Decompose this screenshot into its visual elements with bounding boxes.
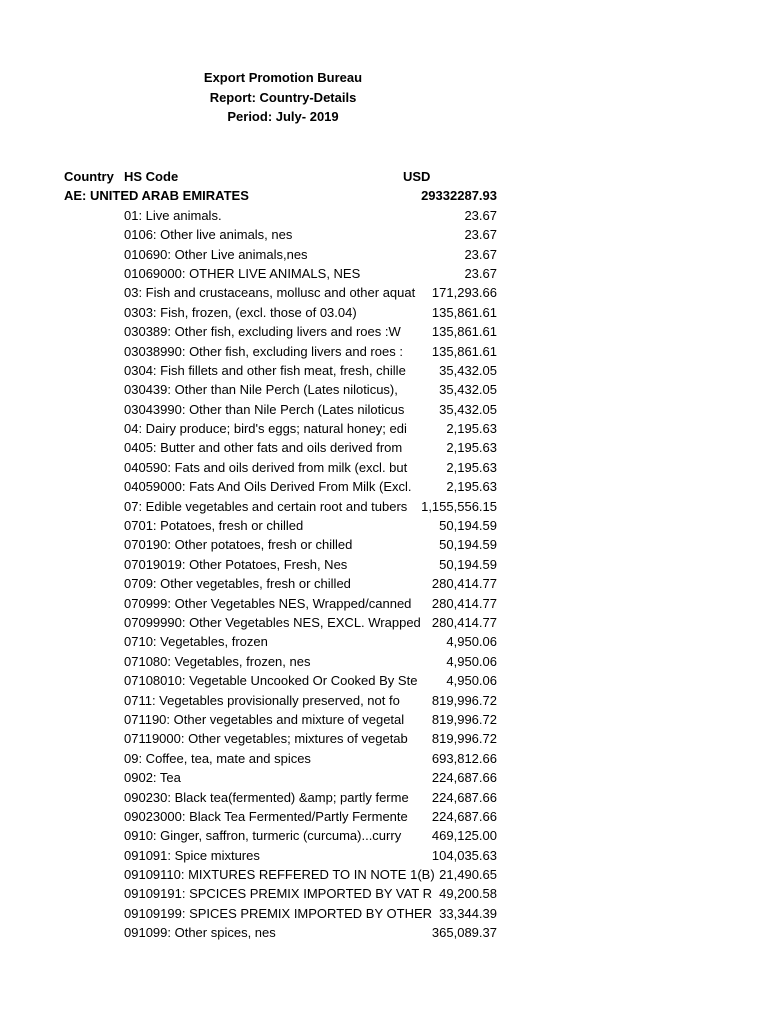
usd-value: 23.67: [464, 207, 497, 223]
usd-value: 693,812.66: [431, 750, 497, 766]
hs-code-description: 030389: Other fish, excluding livers and roes :W: [124, 324, 401, 340]
column-header-row: [0, 167, 768, 186]
table-row: [0, 826, 768, 845]
table-row: [0, 632, 768, 651]
usd-value: 23.67: [464, 265, 497, 281]
table-row: [0, 729, 768, 748]
usd-value: 171,293.66: [431, 285, 497, 301]
usd-value: 50,194.59: [439, 556, 497, 572]
hs-code-description: 07108010: Vegetable Uncooked Or Cooked By Ste: [124, 673, 418, 689]
hs-code-description: 03038990: Other fish, excluding livers and roes :: [124, 343, 403, 359]
hs-code-description: 030439: Other than Nile Perch (Lates niloticus),: [124, 382, 398, 398]
table-row: [0, 574, 768, 593]
hs-code-description: 0304: Fish fillets and other fish meat, fresh, chille: [124, 362, 406, 378]
column-header-hs-code: HS Code: [124, 169, 179, 184]
hs-code-description: 09109191: SPCICES PREMIX IMPORTED BY VAT R: [124, 886, 433, 902]
usd-value: 35,432.05: [439, 362, 497, 378]
table-row: [0, 904, 768, 923]
hs-code-description: 0709: Other vegetables, fresh or chilled: [124, 576, 351, 592]
hs-code-description: 0910: Ginger, saffron, turmeric (curcuma)...curry: [124, 828, 402, 844]
usd-value: 224,687.66: [431, 789, 497, 805]
table-row: [0, 283, 768, 302]
usd-value: 819,996.72: [431, 692, 497, 708]
usd-value: 35,432.05: [439, 382, 497, 398]
table-row: [0, 807, 768, 826]
usd-value: 135,861.61: [431, 343, 497, 359]
hs-code-description: 0405: Butter and other fats and oils derived from: [124, 440, 403, 456]
table-row: [0, 264, 768, 283]
country-total-usd: 29332287.93: [421, 188, 497, 204]
usd-value: 224,687.66: [431, 808, 497, 824]
table-row: [0, 846, 768, 865]
table-row: [0, 342, 768, 361]
table-row: [0, 206, 768, 225]
table-row: [0, 303, 768, 322]
table-row: [0, 225, 768, 244]
usd-value: 1,155,556.15: [421, 498, 497, 514]
hs-code-description: 0902: Tea: [124, 770, 181, 786]
usd-value: 2,195.63: [446, 459, 497, 475]
table-row: [0, 419, 768, 438]
table-row: [0, 671, 768, 690]
hs-code-description: 04: Dairy produce; bird's eggs; natural honey; edi: [124, 421, 407, 437]
table-row: [0, 768, 768, 787]
usd-value: 469,125.00: [431, 828, 497, 844]
table-row: [0, 245, 768, 264]
hs-code-description: 07099990: Other Vegetables NES, EXCL. Wrapped: [124, 614, 421, 630]
table-row: [0, 400, 768, 419]
report-period: Period: July- 2019: [227, 109, 339, 124]
column-header-country: Country: [64, 169, 114, 184]
usd-value: 280,414.77: [431, 614, 497, 630]
usd-value: 365,089.37: [431, 925, 497, 941]
table-row: [0, 497, 768, 516]
hs-code-description: 071080: Vegetables, frozen, nes: [124, 653, 311, 669]
usd-value: 819,996.72: [431, 711, 497, 727]
hs-code-description: 090230: Black tea(fermented) &amp; partly ferme: [124, 789, 409, 805]
usd-value: 50,194.59: [439, 518, 497, 534]
usd-value: 224,687.66: [431, 770, 497, 786]
table-row: [0, 477, 768, 496]
item-rows: [0, 206, 768, 943]
table-row: [0, 594, 768, 613]
usd-value: 819,996.72: [431, 731, 497, 747]
usd-value: 35,432.05: [439, 401, 497, 417]
table-row: [0, 535, 768, 554]
table-row: [0, 788, 768, 807]
country-name: AE: UNITED ARAB EMIRATES: [64, 188, 249, 204]
usd-value: 2,195.63: [446, 440, 497, 456]
country-row: [0, 186, 768, 205]
table-row: [0, 865, 768, 884]
table-row: [0, 613, 768, 632]
usd-value: 4,950.06: [446, 634, 497, 650]
table-row: [0, 923, 768, 942]
hs-code-description: 07119000: Other vegetables; mixtures of vegetab: [124, 731, 408, 747]
usd-value: 23.67: [464, 227, 497, 243]
table-row: [0, 322, 768, 341]
usd-value: 4,950.06: [446, 673, 497, 689]
hs-code-description: 09: Coffee, tea, mate and spices: [124, 750, 311, 766]
table-row: [0, 361, 768, 380]
usd-value: 104,035.63: [431, 847, 497, 863]
table-row: [0, 749, 768, 768]
hs-code-description: 09023000: Black Tea Fermented/Partly Fermente: [124, 808, 408, 824]
hs-code-description: 010690: Other Live animals,nes: [124, 246, 308, 262]
table-row: [0, 516, 768, 535]
hs-code-description: 09109199: SPICES PREMIX IMPORTED BY OTHER: [124, 905, 433, 921]
usd-value: 23.67: [464, 246, 497, 262]
hs-code-description: 04059000: Fats And Oils Derived From Milk (Excl.: [124, 479, 412, 495]
hs-code-description: 07019019: Other Potatoes, Fresh, Nes: [124, 556, 348, 572]
table-row: [0, 652, 768, 671]
table-row: [0, 438, 768, 457]
usd-value: 135,861.61: [431, 324, 497, 340]
hs-code-description: 0303: Fish, frozen, (excl. those of 03.04): [124, 304, 357, 320]
hs-code-description: 091091: Spice mixtures: [124, 847, 260, 863]
usd-value: 2,195.63: [446, 479, 497, 495]
hs-code-description: 03: Fish and crustaceans, mollusc and other aquat: [124, 285, 416, 301]
hs-code-description: 07: Edible vegetables and certain root and tubers: [124, 498, 408, 514]
hs-code-description: 0710: Vegetables, frozen: [124, 634, 268, 650]
hs-code-description: 01069000: OTHER LIVE ANIMALS, NES: [124, 265, 361, 281]
usd-value: 33,344.39: [439, 905, 497, 921]
report-type: Report: Country-Details: [209, 89, 357, 105]
hs-code-description: 0106: Other live animals, nes: [124, 227, 293, 243]
report-table: [0, 167, 768, 943]
usd-value: 4,950.06: [446, 653, 497, 669]
hs-code-description: 03043990: Other than Nile Perch (Lates niloticus: [124, 401, 405, 417]
usd-value: 135,861.61: [431, 304, 497, 320]
usd-value: 280,414.77: [431, 576, 497, 592]
table-row: [0, 691, 768, 710]
hs-code-description: 0711: Vegetables provisionally preserved, not fo: [124, 692, 400, 708]
hs-code-description: 040590: Fats and oils derived from milk (excl. but: [124, 459, 408, 475]
hs-code-description: 070190: Other potatoes, fresh or chilled: [124, 537, 353, 553]
usd-value: 50,194.59: [439, 537, 497, 553]
report-org-title: Export Promotion Bureau: [203, 70, 363, 85]
hs-code-description: 091099: Other spices, nes: [124, 925, 276, 941]
table-row: [0, 380, 768, 399]
hs-code-description: 09109110: MIXTURES REFFERED TO IN NOTE 1(B): [124, 867, 435, 883]
hs-code-description: 0701: Potatoes, fresh or chilled: [124, 518, 304, 534]
hs-code-description: 070999: Other Vegetables NES, Wrapped/canned: [124, 595, 412, 611]
table-row: [0, 884, 768, 903]
usd-value: 2,195.63: [446, 421, 497, 437]
column-header-usd: USD: [403, 169, 431, 184]
usd-value: 49,200.58: [439, 886, 497, 902]
usd-value: 21,490.65: [439, 867, 497, 883]
table-row: [0, 555, 768, 574]
report-header: [0, 68, 566, 127]
hs-code-description: 01: Live animals.: [124, 207, 222, 223]
hs-code-description: 071190: Other vegetables and mixture of vegetal: [124, 711, 405, 727]
usd-value: 280,414.77: [431, 595, 497, 611]
table-row: [0, 710, 768, 729]
table-row: [0, 458, 768, 477]
